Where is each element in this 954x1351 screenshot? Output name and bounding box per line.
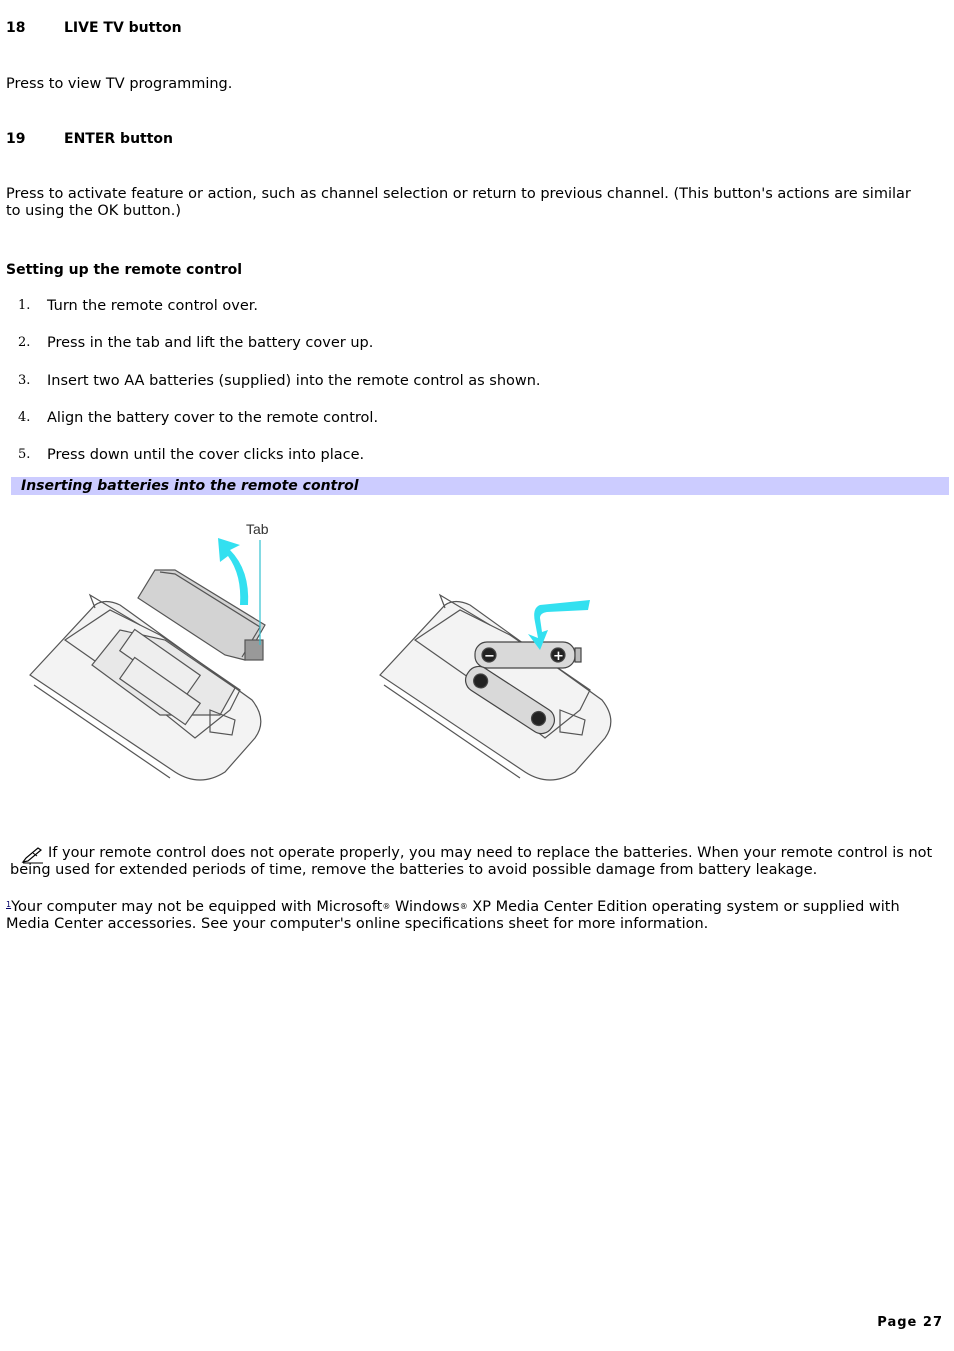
page-number: Page 27: [877, 1315, 943, 1330]
step-number: 5.: [18, 447, 31, 462]
minus-sign: −: [484, 649, 495, 664]
plus-sign: +: [553, 649, 564, 664]
battery-installation-illustration: [20, 510, 640, 800]
figure-caption-bar: [11, 477, 949, 495]
section-18-title: LIVE TV button: [64, 20, 182, 36]
footnote-link[interactable]: 1: [6, 900, 12, 909]
lift-arrow: [218, 538, 248, 605]
footnote-text-2: Windows: [390, 899, 460, 915]
note-pencil-icon: [21, 847, 45, 865]
tab-label: Tab: [246, 521, 269, 537]
footnote: [6, 896, 941, 933]
footnote-text-1: Your computer may not be equipped with Microsoft: [11, 899, 383, 915]
section-19-title: ENTER button: [64, 131, 174, 147]
section-19-number: 19: [6, 131, 26, 147]
section-18-description: Press to view TV programming.: [6, 76, 233, 92]
registered-mark: ®: [459, 902, 468, 911]
section-19-description: Press to activate feature or action, such as channel selection or return to previous channel. (This button's actions are similar to using the OK button.): [6, 186, 911, 219]
registered-mark: ®: [382, 902, 391, 911]
step-number: 4.: [18, 410, 31, 425]
step-number: 1.: [18, 298, 31, 313]
step-number: 3.: [18, 373, 31, 388]
footnote-text-3: XP Media Center Edition operating system or supplied with Media Center accessories. See your computer's online specifications sheet for more information.: [6, 899, 900, 932]
step-text: Press in the tab and lift the battery cover up.: [47, 335, 374, 351]
step-text: Press down until the cover clicks into place.: [47, 447, 365, 463]
setup-heading: Setting up the remote control: [6, 262, 243, 278]
section-18-number: 18: [6, 20, 26, 36]
step-text: Insert two AA batteries (supplied) into the remote control as shown.: [47, 373, 541, 389]
note-text: If your remote control does not operate properly, you may need to replace the batteries. When your remote control is not being used for extended periods of time, remove the batteries to avoid possible damage from battery leakage.: [10, 845, 933, 878]
step-text: Turn the remote control over.: [47, 298, 259, 314]
figure-caption: Inserting batteries into the remote control: [21, 478, 359, 494]
note-block: [10, 845, 946, 879]
step-text: Align the battery cover to the remote control.: [47, 410, 379, 426]
step-number: 2.: [18, 335, 31, 350]
